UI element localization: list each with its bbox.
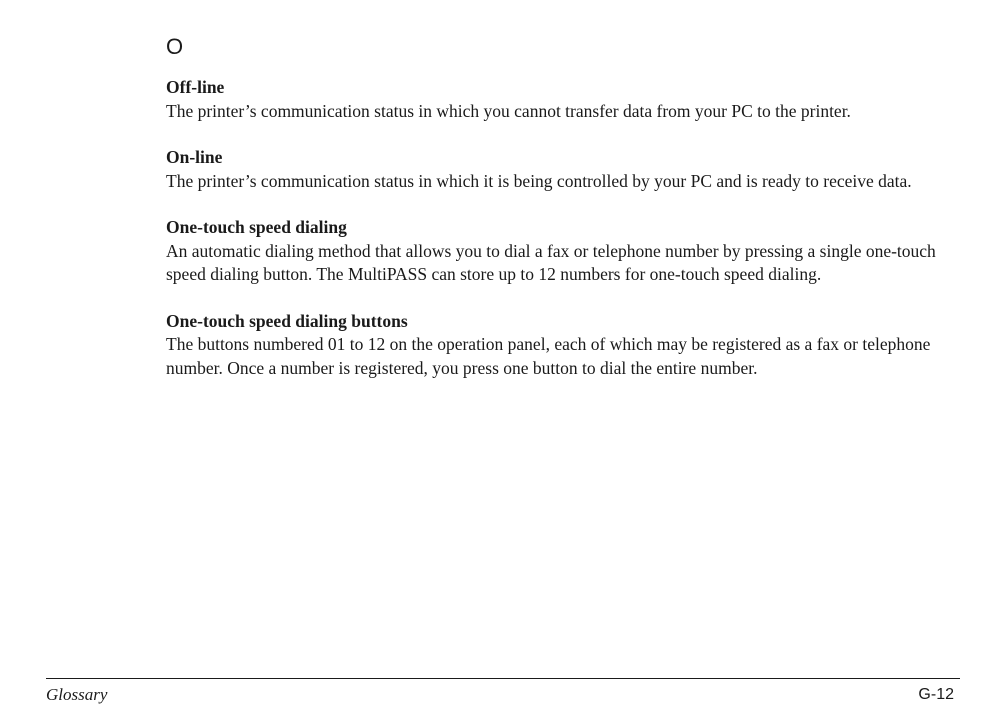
- glossary-entry-on-line: [166, 146, 956, 193]
- glossary-definition: The printer’s communication status in which it is being controlled by your PC and is ready to receive data.: [166, 170, 912, 191]
- glossary-definition: An automatic dialing method that allows you to dial a fax or telephone number by pressing a single one-touch speed dialing button. The MultiPASS can store up to 12 numbers for one-touch speed dialing.: [166, 240, 936, 284]
- glossary-term: One-touch speed dialing buttons: [166, 310, 408, 331]
- footer-page-number: G-12: [918, 686, 954, 703]
- glossary-term: On-line: [166, 147, 223, 167]
- glossary-entry-one-touch-speed-dialing: [166, 216, 956, 287]
- glossary-entries: [166, 76, 956, 403]
- section-letter-heading: O: [166, 34, 184, 59]
- glossary-definition: The buttons numbered 01 to 12 on the operation panel, each of which may be registered as a fax or telephone number. Once a number is registered, you press one button to dial the entire number.: [166, 334, 931, 378]
- glossary-entry-one-touch-speed-dialing-buttons: [166, 310, 956, 381]
- glossary-term: One-touch speed dialing: [166, 217, 347, 237]
- footer-divider: [46, 678, 960, 679]
- glossary-term: Off-line: [166, 77, 225, 97]
- glossary-entry-off-line: [166, 76, 956, 123]
- footer-section-name: Glossary: [46, 685, 108, 704]
- glossary-definition: The printer’s communication status in which you cannot transfer data from your PC to the printer.: [166, 100, 851, 121]
